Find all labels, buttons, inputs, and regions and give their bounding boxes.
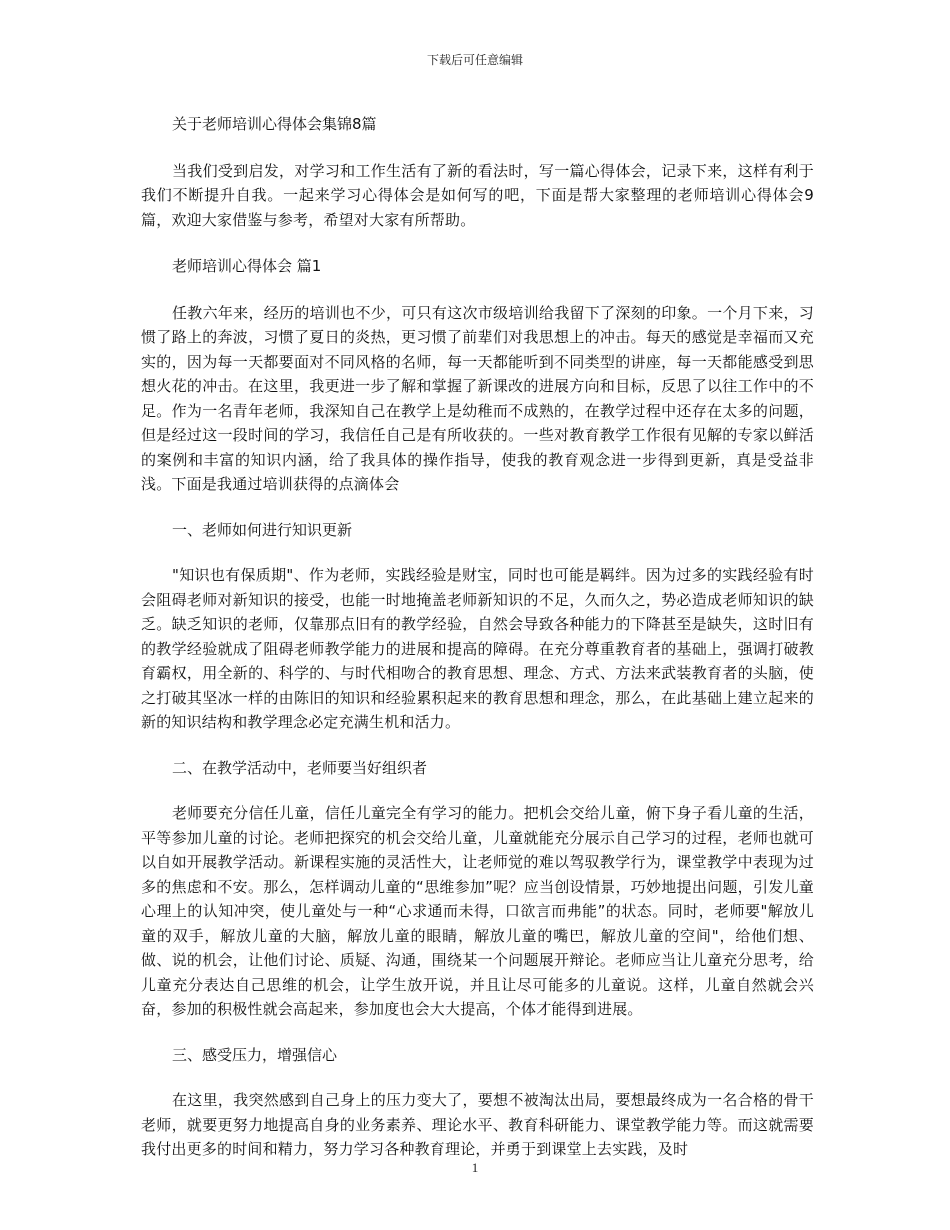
section-heading-2: 二、在教学活动中，老师要当好组织者 bbox=[172, 758, 428, 777]
main-title: 关于老师培训心得体会集锦8篇 bbox=[172, 115, 377, 133]
page-number: 1 bbox=[471, 1160, 479, 1175]
section-heading-1: 一、老师如何进行知识更新 bbox=[172, 520, 353, 539]
paragraph-2: "知识也有保质期"、作为老师，实践经验是财宝，同时也可能是羁绊。因为过多的实践经验有时会阻碍老师对新知识的接受，也能一时地掩盖老师新知识的不足，久而久之，势必造成老师知识的缺乏。缺乏知识的老师，仅靠那点旧有的教学经验，自然会导致各种能力的下降甚至是缺失，这时旧有的教学经验就成了阻碍老师教学能力的进展和提高的障碍。在充分尊重教育者的基础上，强调打破教育霸权，用全新的、科学的、与时代相吻合的教育思想、理念、方式、方法来武装教育者的头脑，使之打破其坚冰一样的由陈旧的知识和经验累积起来的教育思想和理念，那么，在此基础上建立起来的新的知识结构和教学理念必定充满生机和活力。 bbox=[141, 566, 814, 731]
article-title: 老师培训心得体会 篇1 bbox=[172, 257, 322, 275]
paragraph-4: 在这里，我突然感到自己身上的压力变大了，要想不被淘汰出局，要想最终成为一名合格的骨干老师，就要更努力地提高自身的业务素养、理论水平、教育科研能力、课堂教学能力等。而这就需要我付出更多的时间和精力，努力学习各种教育理论，并勇于到课堂上去实践，及时 bbox=[141, 1091, 814, 1158]
paragraph-3: 老师要充分信任儿童，信任儿童完全有学习的能力。把机会交给儿童，俯下身子看儿童的生活，平等参加儿童的讨论。老师把探究的机会交给儿童，儿童就能充分展示自己学习的过程，老师也就可以自如开展教学活动。新课程实施的灵活性大，让老师觉的难以驾驭教学行为，课堂教学中表现为过多的焦虑和不安。那么，怎样调动儿童的“思维参加”呢？应当创设情景，巧妙地提出问题，引发儿童心理上的认知冲突，使儿童处与一种“心求通而未得，口欲言而弗能”的状态。同时，老师要"解放儿童的双手，解放儿童的大脑，解放儿童的眼睛，解放儿童的嘴巴，解放儿童的空间"，给他们想、做、说的机会，让他们讨论、质疑、沟通，围绕某一个问题展开辩论。老师应当让儿童充分思考，给儿童充分表达自己思维的机会，让学生放开说，并且让尽可能多的儿童说。这样，儿童自然就会兴奋，参加的积极性就会高起来，参加度也会大大提高，个体才能得到进展。 bbox=[141, 804, 814, 1018]
section-heading-3: 三、感受压力，增强信心 bbox=[172, 1045, 338, 1064]
page-header: 下载后可任意编辑 bbox=[426, 53, 523, 67]
document-body bbox=[141, 112, 814, 1162]
intro-paragraph: 当我们受到启发，对学习和工作生活有了新的看法时，写一篇心得体会，记录下来，这样有利于我们不断提升自我。一起来学习心得体会是如何写的吧，下面是帮大家整理的老师培训心得体会9篇，欢迎大家借鉴与参考，希望对大家有所帮助。 bbox=[141, 161, 814, 229]
paragraph-1: 任教六年来，经历的培训也不少，可只有这次市级培训给我留下了深刻的印象。一个月下来，习惯了路上的奔波，习惯了夏日的炎热，更习惯了前辈们对我思想上的冲击。每天的感觉是幸福而又充实的，因为每一天都要面对不同风格的名师，每一天都能听到不同类型的讲座，每一天都能感受到思想火花的冲击。在这里，我更进一步了解和掌握了新课改的进展方向和目标，反思了以往工作中的不足。作为一名青年老师，我深知自己在教学上是幼稚而不成熟的，在教学过程中还存在太多的问题，但是经过这一段时间的学习，我信任自己是有所收获的。一些对教育教学工作很有见解的专家以鲜活的案例和丰富的知识内涵，给了我具体的操作指导，使我的教育观念进一步得到更新，真是受益非浅。下面是我通过培训获得的点滴体会 bbox=[141, 303, 814, 493]
